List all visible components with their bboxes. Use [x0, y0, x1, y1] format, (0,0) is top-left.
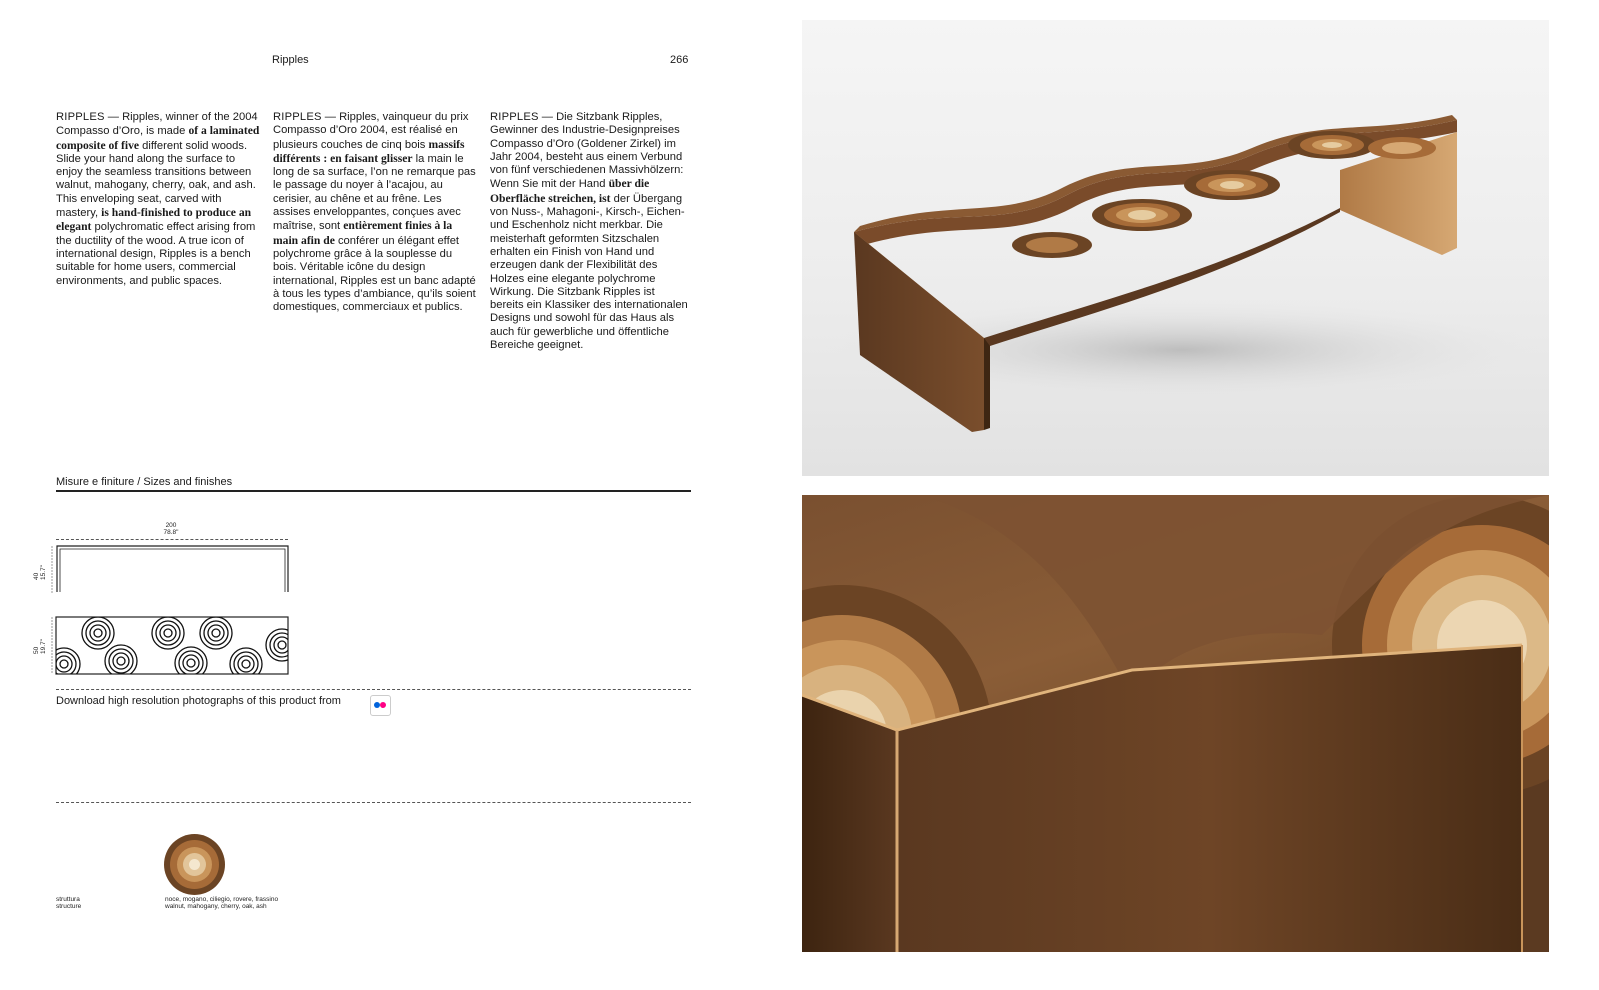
height-in: 15.7"	[40, 565, 47, 580]
finish-label-en: structure	[56, 903, 82, 910]
sizes-heading-rule	[56, 490, 691, 492]
width-dimension-label	[163, 522, 179, 536]
text-column-english	[56, 111, 261, 288]
column-emphasis: of a laminated composite of five	[56, 124, 260, 152]
width-cm: 200	[165, 522, 177, 529]
finish-woods-it: noce, mogano, ciliegio, rovere, frassino	[165, 896, 279, 903]
column-lead: RIPPLES	[56, 111, 105, 123]
column-text: — Ripples, vainqueur du prix Compasso d’Oro 2004, est réalisé en plusieurs couches de cinq bois	[273, 111, 469, 151]
sizes-heading: Misure e finiture / Sizes and finishes	[56, 476, 233, 488]
section-divider-2	[56, 802, 691, 803]
column-text: la main le long de sa surface, l’on ne remarque pas le passage du noyer à l’acajou, au cerisier, au chêne et au frêne. Les assises enveloppantes, conçues avec maîtrise, sont	[273, 152, 476, 233]
column-lead: RIPPLES	[490, 111, 539, 123]
column-text: — Die Sitzbank Ripples, Gewinner des Industrie-Designpreises Compasso d’Oro (Goldener Zirkel) im Jahr 2004, besteht aus einem Verbund von fünf verschiedenen Massivhölzern: Wenn Sie mit der Hand	[490, 111, 684, 191]
column-emphasis: massifs différents : en faisant glisser	[273, 137, 465, 165]
flickr-icon[interactable]	[370, 695, 391, 716]
column-text: conférer un élégant effet polychrome grâce à la souplesse du bois. Véritable icône du design international, Ripples est un banc adapté à tous les types d’ambiance, qu’ils soient domestiques, commerciaux et publics.	[273, 234, 476, 314]
column-text: — Ripples, winner of the 2004 Compasso d’Oro, is made	[56, 111, 258, 138]
depth-in: 19.7"	[40, 639, 47, 654]
width-in: 78.8"	[163, 529, 179, 536]
height-dimension-label	[33, 565, 47, 580]
column-emphasis: is hand-finished to produce an elegant	[56, 206, 252, 234]
text-column-french	[273, 111, 478, 314]
finish-woods-en: walnut, mahogany, cherry, oak, ash	[165, 903, 267, 910]
page-number-left: 266	[670, 54, 689, 66]
column-text: polychromatic effect arising from the ductility of the wood. A true icon of international design, Ripples is a bench suitable for home users, commercial environments, and public spaces.	[56, 221, 256, 287]
depth-dimension-label	[33, 639, 47, 654]
ripple-pattern-drawing	[56, 617, 288, 674]
finish-swatch	[164, 834, 225, 895]
download-text: Download high resolution photographs of this product from	[56, 695, 341, 707]
column-emphasis: über die Oberfläche streichen, ist	[490, 177, 650, 205]
flickr-pink-dot	[380, 702, 386, 708]
column-text: der Übergang von Nuss-, Mahagoni-, Kirsch-, Eichen- und Eschenholz nicht merkbar. Die meisterhaft geformten Sitzschalen erhalten ein Finish von Hand und erzeugen dank der Flexibilität des Holzes eine elegante polychrome Wirkung. Die Sitzbank Ripples ist bereits ein Klassiker des internationalen Designs und sowohl für das Haus als auch für gewerbliche und öffentliche Bereiche geeignet.	[490, 192, 688, 352]
column-emphasis: entièrement finies à la main afin de	[273, 219, 453, 247]
section-divider	[56, 689, 691, 690]
height-cm: 40	[33, 572, 40, 580]
text-column-german	[490, 111, 690, 352]
column-text: different solid woods. Slide your hand along the surface to enjoy the seamless transitions between walnut, mahogany, cherry, oak, and ash. This enveloping seat, carved with mastery,	[56, 139, 256, 220]
finish-label-it: struttura	[56, 896, 80, 903]
bench-photo-full	[802, 20, 1549, 476]
finish-woods	[165, 896, 278, 910]
depth-cm: 50	[33, 646, 40, 654]
finish-label	[56, 896, 81, 910]
column-lead: RIPPLES	[273, 111, 322, 123]
bench-photo-closeup	[802, 495, 1549, 952]
page-header-title-left: Ripples	[272, 54, 309, 66]
